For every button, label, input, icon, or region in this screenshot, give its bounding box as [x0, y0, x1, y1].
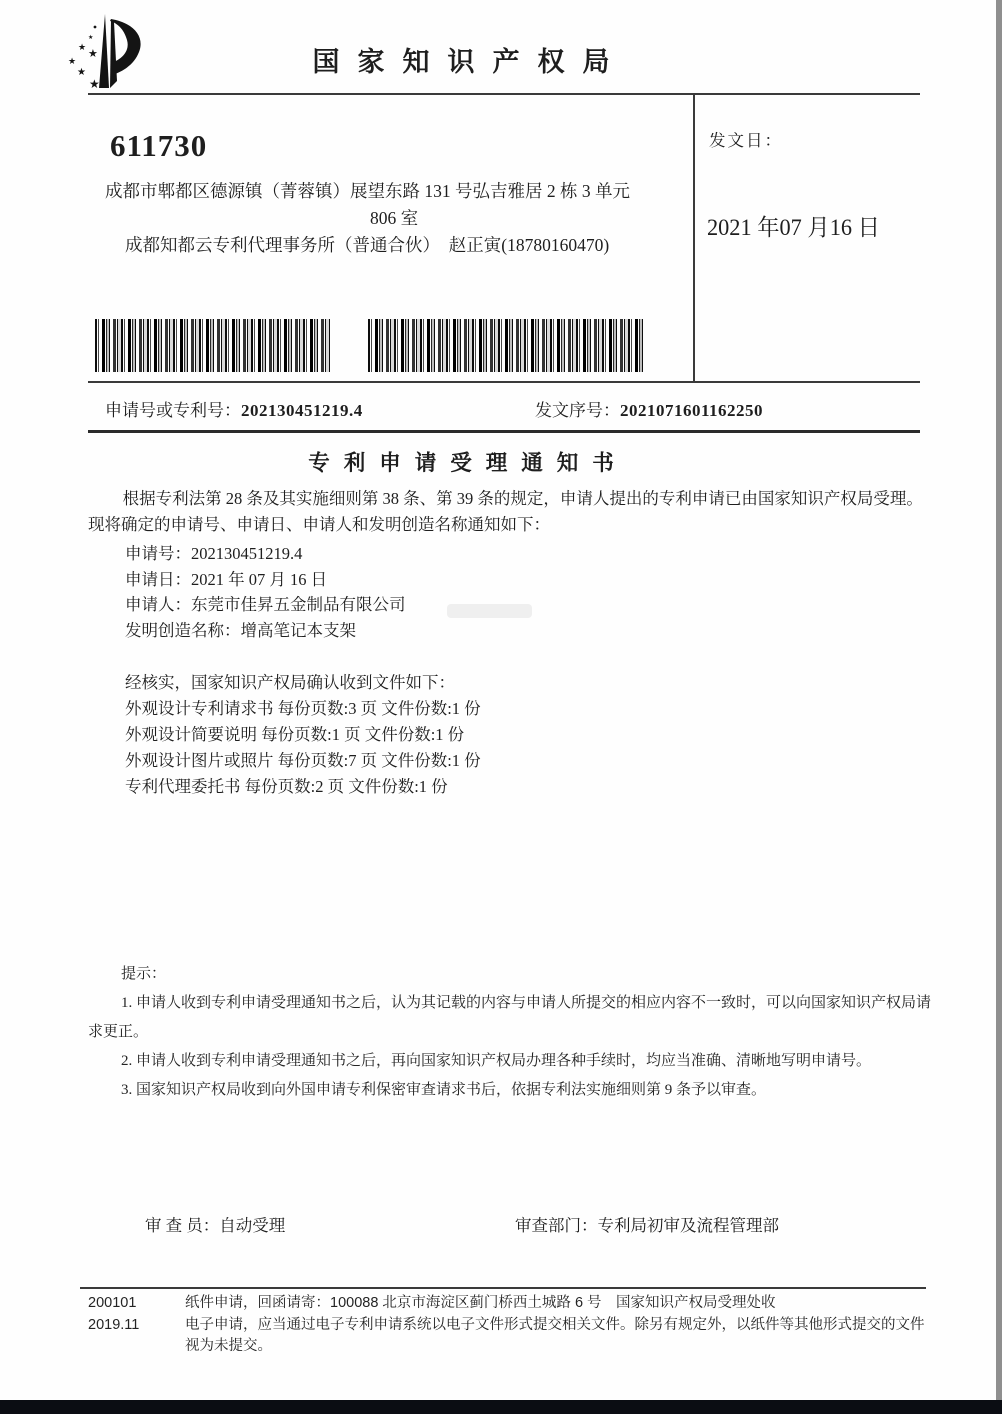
serial-number [535, 396, 763, 421]
received-item: 外观设计图片或照片 每份页数:7 页 文件份数:1 份 [125, 750, 481, 770]
department [515, 1212, 779, 1236]
svg-text:★: ★ [77, 67, 86, 78]
tip-item: 1. 申请人收到专利申请受理通知书之后，认为其记载的内容与申请人所提交的相应内容不一致时，可以向国家知识产权局请求更正。 [88, 995, 932, 1040]
field-invention-title [125, 618, 926, 644]
serial-number-label: 发文序号： [535, 401, 620, 420]
scan-edge-bottom [0, 1400, 1002, 1414]
notice-intro: 根据专利法第 28 条及其实施细则第 38 条、第 39 条的规定，申请人提出的专利申请已由国家知识产权局受理。现将确定的申请号、申请日、申请人和发明创造名称通知如下： [88, 489, 923, 534]
barcode-right [368, 319, 645, 372]
received-item: 外观设计简要说明 每份页数:1 页 文件份数:1 份 [125, 724, 465, 744]
divider-above-reference-row [88, 381, 920, 383]
scan-edge-right [996, 0, 1002, 1414]
examiner [145, 1212, 285, 1236]
department-label: 审查部门： [515, 1216, 598, 1235]
field-value: 202130451219.4 [191, 544, 303, 563]
application-number-label: 申请号或专利号： [105, 401, 241, 420]
notice-body [88, 486, 926, 800]
notice-title: 专利申请受理通知书 [308, 451, 628, 475]
recipient-agent-line: 成都知都云专利代理事务所（普通合伙） 赵正寅(18780160470) [125, 235, 610, 255]
footer-divider [80, 1287, 926, 1289]
field-filing-date [125, 567, 926, 593]
issue-date-value: 2021 年07 月16 日 [707, 215, 880, 240]
footer-text [185, 1293, 933, 1358]
tips-label: 提示： [121, 966, 167, 982]
issue-date-box [693, 94, 922, 381]
recipient-address-line1: 成都市郫都区德源镇（菁蓉镇）展望东路 131 号弘吉雅居 2 栋 3 单元 [105, 181, 630, 201]
recipient-address-line2: 806 室 [369, 208, 419, 228]
field-label: 申请号： [125, 544, 191, 563]
footer [88, 1293, 933, 1358]
field-value: 2021 年 07 月 16 日 [191, 569, 328, 589]
tip-item: 3. 国家知识产权局收到向外国申请专利保密审查请求书后，依据专利法实施细则第 9 条予以审查。 [121, 1082, 767, 1098]
footer-codes [88, 1293, 185, 1358]
barcode-left [95, 319, 330, 372]
doc-code: 611730 [110, 128, 208, 163]
field-value: 东莞市佳昇五金制品有限公司 [191, 595, 406, 615]
received-item: 专利代理委托书 每份页数:2 页 文件份数:1 份 [125, 776, 448, 796]
footer-code: 2019.11 [88, 1316, 140, 1333]
serial-number-value: 2021071601162250 [620, 401, 764, 420]
application-number [105, 396, 363, 421]
footer-paper-line: 纸件申请，回函请寄：100088 北京市海淀区蓟门桥西土城路 6 号 国家知识产权局受理处收 [185, 1295, 776, 1311]
field-label: 发明创造名称： [125, 621, 241, 641]
footer-electronic-line: 电子申请，应当通过电子专利申请系统以电子文件形式提交相关文件。除另有规定外，以纸件等其他形式提交的文件视为未提交。 [185, 1316, 925, 1354]
scan-smudge [447, 604, 532, 618]
department-value: 专利局初审及流程管理部 [597, 1216, 779, 1235]
svg-text:★: ★ [88, 48, 98, 60]
svg-text:★: ★ [88, 35, 94, 41]
tips-section [88, 960, 938, 1105]
footer-code: 200101 [88, 1295, 137, 1311]
field-value: 增高笔记本支架 [240, 621, 356, 641]
svg-text:★: ★ [68, 56, 77, 66]
recipient-block [105, 128, 683, 259]
received-documents [125, 670, 926, 800]
examiner-value: 自动受理 [219, 1216, 286, 1235]
issue-date-label: 发文日： [709, 131, 783, 150]
application-number-value: 202130451219.4 [241, 401, 363, 420]
field-application-no [125, 541, 926, 567]
received-item: 外观设计专利请求书 每份页数:3 页 文件份数:1 份 [125, 698, 481, 718]
application-fields [125, 541, 926, 644]
field-label: 申请日： [125, 569, 191, 589]
svg-text:★: ★ [78, 42, 87, 52]
examiner-label: 审 查 员： [145, 1216, 220, 1235]
received-intro: 经核实，国家知识产权局确认收到文件如下： [125, 672, 455, 692]
agency-title: 国家知识产权局 [312, 47, 628, 77]
svg-text:★: ★ [89, 77, 100, 91]
divider-below-reference-row [88, 430, 920, 433]
tip-item: 2. 申请人收到专利申请受理通知书之后，再向国家知识产权局办理各种手续时，均应当准确、清晰地写明申请号。 [121, 1053, 872, 1069]
field-label: 申请人： [125, 595, 191, 615]
